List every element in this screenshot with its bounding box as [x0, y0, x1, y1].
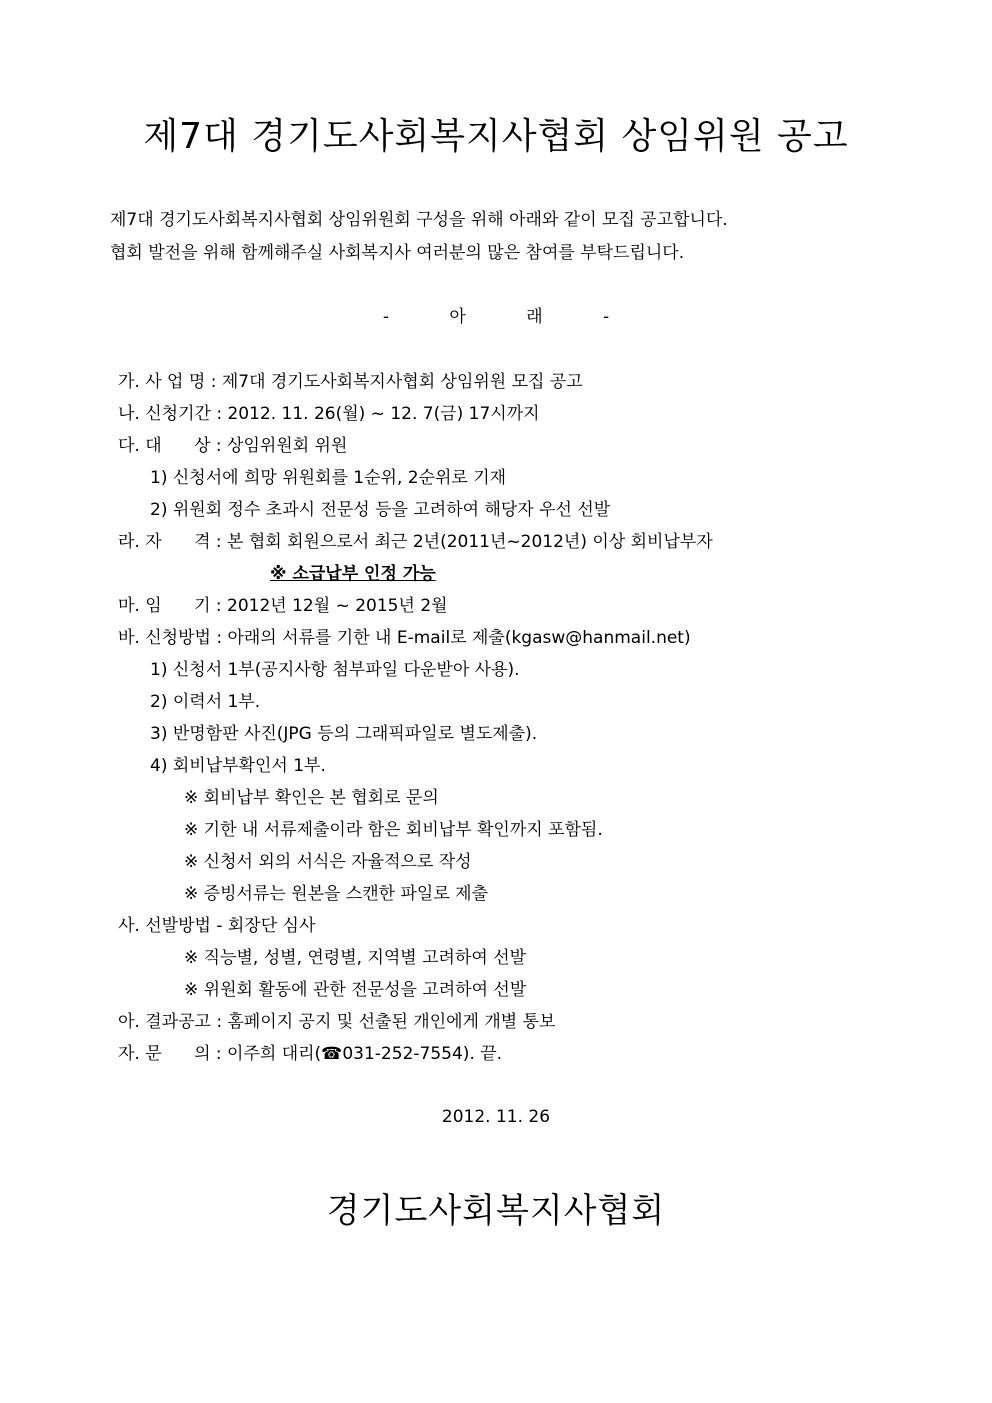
item-method-sub-3: 3) 반명함판 사진(JPG 등의 그래픽파일로 별도제출). [150, 724, 538, 744]
item-target-sub-2: 2) 위원회 정수 초과시 전문성 등을 고려하여 해당자 우선 선발 [150, 500, 611, 520]
item-method-sub-1: 1) 신청서 1부(공지사항 첨부파일 다운받아 사용). [150, 660, 520, 680]
intro-line-2: 협회 발전을 위해 함께해주실 사회복지사 여러분의 많은 참여를 부탁드립니다. [110, 243, 685, 263]
notice-date: 2012. 11. 26 [441, 1107, 551, 1127]
item-target: 다. 대 상 : 상임위원회 위원 [118, 436, 348, 456]
item-term: 마. 임 기 : 2012년 12월 ~ 2015년 2월 [118, 596, 448, 616]
item-selection-note-2: ※ 위원회 활동에 관한 전문성을 고려하여 선발 [184, 980, 527, 1000]
document-title: 제7대 경기도사회복지사협회 상임위원 공고 [143, 116, 849, 157]
item-inquiry: 자. 문 의 : 이주희 대리(☎031-252-7554). 끝. [118, 1044, 503, 1064]
item-target-sub-1: 1) 신청서에 희망 위원회를 1순위, 2순위로 기재 [150, 468, 507, 488]
item-result-notice: 아. 결과공고 : 홈페이지 공지 및 선출된 개인에게 개별 통보 [118, 1012, 556, 1032]
organization-name: 경기도사회복지사협회 [326, 1191, 666, 1231]
item-application-method: 바. 신청방법 : 아래의 서류를 기한 내 E-mail로 제출(kgasw@hanmail.net) [118, 628, 691, 648]
item-selection-method: 사. 선발방법 - 회장단 심사 [118, 916, 316, 936]
item-method-note-2: ※ 기한 내 서류제출이라 함은 회비납부 확인까지 포함됨. [184, 820, 603, 840]
ah-rae-heading: - 아 래 - [382, 307, 610, 327]
item-qualification-note [118, 558, 938, 590]
item-method-sub-4: 4) 회비납부확인서 1부. [150, 756, 326, 776]
item-method-note-1: ※ 회비납부 확인은 본 협회로 문의 [184, 788, 439, 808]
item-method-note-4: ※ 증빙서류는 원본을 스캔한 파일로 제출 [184, 884, 489, 904]
item-qualification: 라. 자 격 : 본 협회 회원으로서 최근 2년(2011년~2012년) 이상 회비납부자 [118, 532, 713, 552]
item-method-note-3: ※ 신청서 외의 서식은 자율적으로 작성 [184, 852, 472, 872]
intro-line-1: 제7대 경기도사회복지사협회 상임위원회 구성을 위해 아래와 같이 모집 공고합니다. [110, 210, 728, 230]
item-method-sub-2: 2) 이력서 1부. [150, 692, 261, 712]
item-selection-note-1: ※ 직능별, 성별, 연령별, 지역별 고려하여 선발 [184, 948, 527, 968]
notice-items [118, 366, 938, 1070]
intro-paragraph [110, 204, 910, 270]
item-business-name: 가. 사 업 명 : 제7대 경기도사회복지사협회 상임위원 모집 공고 [118, 372, 583, 392]
retroactive-payment-note: ※ 소급납부 인정 가능 [270, 564, 436, 584]
item-application-period: 나. 신청기간 : 2012. 11. 26(월) ~ 12. 7(금) 17시까지 [118, 404, 540, 424]
